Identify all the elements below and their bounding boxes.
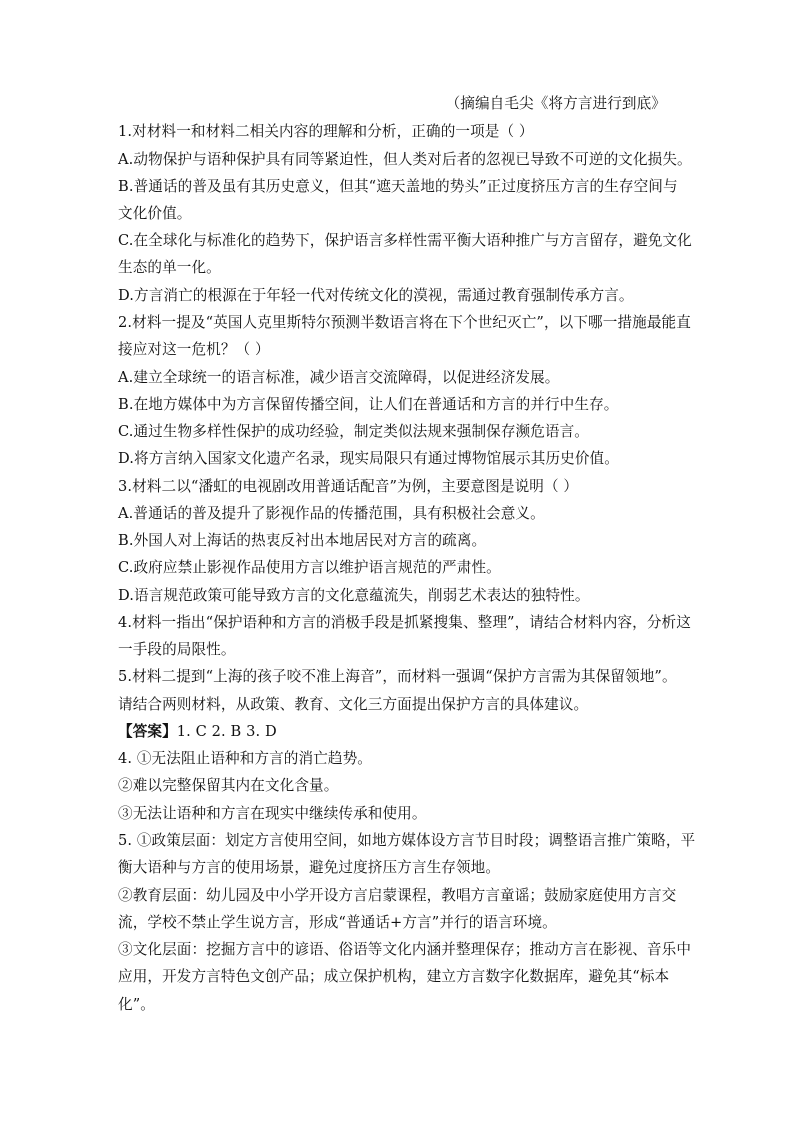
- answer-4-point-1: 4. ①无法阻止语种和方言的消亡趋势。: [118, 750, 372, 767]
- question-1-option-c: C.在全球化与标准化的趋势下，保护语言多样性需平衡大语种推广与方言留存，避免文化: [118, 232, 692, 249]
- question-1-option-b-cont: 文化价值。: [118, 205, 192, 222]
- answer-5-culture-end: 化”。: [118, 996, 155, 1013]
- question-5-stem-cont: 请结合两则材料，从政策、教育、文化三方面提出保护方言的具体建议。: [118, 696, 589, 713]
- question-3-option-d: D.语言规范政策可能导致方言的文化意蕴流失，削弱艺术表达的独特性。: [118, 587, 590, 604]
- answer-5-policy: 5. ①政策层面：划定方言使用空间，如地方媒体设方言节目时段；调整语言推广策略，平: [118, 832, 696, 849]
- question-2-stem-cont: 接应对这一危机？（ ）: [118, 341, 270, 358]
- question-2-option-c: C.通过生物多样性保护的成功经验，制定类似法规来强制保存濒危语言。: [118, 423, 589, 440]
- answer-5-education-cont: 流，学校不禁止学生说方言，形成“普通话+方言”并行的语言环境。: [118, 914, 557, 931]
- answer-5-culture-cont: 应用，开发方言特色文创产品；成立保护机构，建立方言数字化数据库，避免其“标本: [118, 968, 670, 985]
- question-1-option-b: B.普通话的普及虽有其历史意义，但其“遮天盖地的势头”正过度挤压方言的生存空间与: [118, 178, 678, 195]
- answer-key-line: [118, 722, 277, 742]
- question-4-stem: 4.材料一指出“保护语种和方言的消极手段是抓紧搜集、整理”，请结合材料内容，分析这: [118, 614, 691, 631]
- question-2-option-d: D.将方言纳入国家文化遗产名录，现实局限只有通过博物馆展示其历史价值。: [118, 450, 619, 467]
- question-2-option-a: A.建立全球统一的语言标准，减少语言交流障碍，以促进经济发展。: [118, 369, 560, 386]
- question-5-stem: 5.材料二提到“上海的孩子咬不准上海音”，而材料一强调“保护方言需为其保留领地”。: [118, 668, 677, 685]
- answer-4-point-2: ②难以完整保留其内在文化含量。: [118, 777, 339, 794]
- question-1-option-c-cont: 生态的单一化。: [118, 259, 221, 276]
- question-1-stem: 1.对材料一和材料二相关内容的理解和分析，正确的一项是（ ）: [118, 123, 534, 140]
- answer-5-education: ②教育层面：幼儿园及中小学开设方言启蒙课程，教唱方言童谣；鼓励家庭使用方言交: [118, 887, 677, 904]
- question-4-stem-cont: 一手段的局限性。: [118, 641, 236, 658]
- question-3-option-c: C.政府应禁止影视作品使用方言以维护语言规范的严肃性。: [118, 559, 501, 576]
- question-1-option-d: D.方言消亡的根源在于年轻一代对传统文化的漠视，需通过教育强制传承方言。: [118, 287, 634, 304]
- answer-5-culture: ③文化层面：挖掘方言中的谚语、俗语等文化内涵并整理保存；推动方言在影视、音乐中: [118, 941, 692, 958]
- answer-4-point-3: ③无法让语种和方言在现实中继续传承和使用。: [118, 805, 427, 822]
- source-citation: （摘编自毛尖《将方言进行到底》: [445, 95, 666, 112]
- question-1-option-a: A.动物保护与语种保护具有同等紧迫性，但人类对后者的忽视已导致不可逆的文化损失。: [118, 151, 692, 168]
- answer-tag: 【答案】: [118, 723, 177, 740]
- question-2-stem: 2.材料一提及“英国人克里斯特尔预测半数语言将在下个世纪灭亡”，以下哪一措施最能直: [118, 314, 691, 331]
- answer-5-policy-cont: 衡大语种与方言的使用场景，避免过度挤压方言生存领地。: [118, 859, 501, 876]
- question-2-option-b: B.在地方媒体中为方言保留传播空间，让人们在普通话和方言的并行中生存。: [118, 396, 619, 413]
- question-3-stem: 3.材料二以“潘虹的电视剧改用普通话配音”为例，主要意图是说明（ ）: [118, 478, 579, 495]
- question-3-option-b: B.外国人对上海话的热衷反衬出本地居民对方言的疏离。: [118, 532, 487, 549]
- question-3-option-a: A.普通话的普及提升了影视作品的传播范围，具有积极社会意义。: [118, 505, 545, 522]
- answer-choices: 1. C 2. B 3. D: [176, 723, 277, 740]
